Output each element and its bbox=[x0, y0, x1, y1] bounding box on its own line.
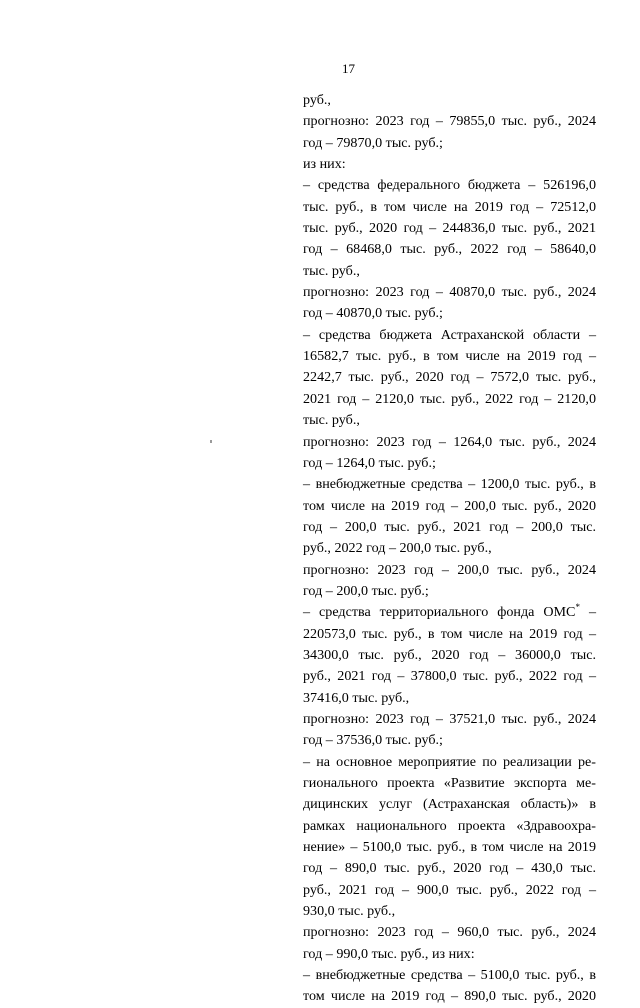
text-line bbox=[303, 111, 596, 132]
text-line-tail: – bbox=[579, 604, 596, 621]
text-line-content: год – 68468,0 тыс. руб., 2022 год – 58640,0 bbox=[303, 241, 596, 258]
text-line-content: – средства федерального бюджета – 526196,0 bbox=[303, 177, 596, 194]
text-line bbox=[303, 90, 596, 111]
text-line bbox=[303, 175, 596, 196]
text-line-content: из них: bbox=[303, 156, 346, 173]
text-line-content: гионального проекта «Развитие экспорта ме- bbox=[303, 775, 596, 791]
text-line bbox=[303, 303, 596, 324]
text-line-content: прогнозно: 2023 год – 960,0 тыс. руб., 2024 bbox=[303, 924, 596, 941]
text-line-content: прогнозно: 2023 год – 200,0 тыс. руб., 2024 bbox=[303, 561, 596, 578]
text-line bbox=[303, 538, 596, 559]
text-line bbox=[303, 816, 596, 837]
text-line-content: 16582,7 тыс. руб., в том числе на 2019 год – bbox=[303, 348, 596, 365]
text-line-content: – внебюджетные средства – 5100,0 тыс. руб., в bbox=[303, 967, 596, 984]
text-line-content: год – 200,0 тыс. руб., 2021 год – 200,0 тыс. bbox=[303, 518, 596, 535]
text-line bbox=[303, 197, 596, 218]
text-line-content: руб., 2021 год – 900,0 тыс. руб., 2022 год – bbox=[303, 881, 596, 898]
text-line-content: том числе на 2019 год – 890,0 тыс. руб., 2020 bbox=[303, 988, 596, 1005]
text-line-content: тыс. руб., в том числе на 2019 год – 72512,0 bbox=[303, 198, 596, 215]
text-line-content: том числе на 2019 год – 200,0 тыс. руб., 2020 bbox=[303, 497, 596, 514]
text-line bbox=[303, 624, 596, 645]
scan-artifact-dot bbox=[210, 440, 212, 443]
text-line-content: год – 200,0 тыс. руб.; bbox=[303, 582, 429, 599]
text-line bbox=[303, 389, 596, 410]
text-line bbox=[303, 218, 596, 239]
text-line bbox=[303, 239, 596, 260]
text-line bbox=[303, 346, 596, 367]
text-line bbox=[303, 453, 596, 474]
text-line-content: 37416,0 тыс. руб., bbox=[303, 689, 410, 706]
text-line bbox=[303, 709, 596, 730]
text-line bbox=[303, 282, 596, 303]
text-line-content: – внебюджетные средства – 1200,0 тыс. руб., в bbox=[303, 476, 596, 493]
text-line bbox=[303, 496, 596, 517]
text-line bbox=[303, 730, 596, 751]
text-line bbox=[303, 325, 596, 346]
text-line-content: рамках национального проекта «Здравоохра- bbox=[303, 817, 596, 834]
text-line-content: год – 40870,0 тыс. руб.; bbox=[303, 305, 443, 322]
text-line bbox=[303, 410, 596, 431]
page-number: 17 bbox=[342, 61, 355, 76]
text-line bbox=[303, 133, 596, 154]
text-line-content: год – 890,0 тыс. руб., 2020 год – 430,0 тыс. bbox=[303, 860, 596, 877]
text-line bbox=[303, 752, 596, 773]
text-line bbox=[303, 965, 596, 986]
text-line bbox=[303, 901, 596, 922]
text-line-content: дицинских услуг (Астраханская область)» в bbox=[303, 796, 596, 813]
text-line bbox=[303, 560, 596, 581]
text-line bbox=[303, 645, 596, 666]
text-line-content: прогнозно: 2023 год – 1264,0 тыс. руб., 2024 bbox=[303, 433, 596, 450]
text-line bbox=[303, 666, 596, 687]
text-line-content: нение» – 5100,0 тыс. руб., в том числе на 2019 bbox=[303, 839, 596, 856]
text-line bbox=[303, 688, 596, 709]
footnote-marker: * bbox=[575, 602, 580, 613]
text-line bbox=[303, 581, 596, 602]
text-line-content: 34300,0 тыс. руб., 2020 год – 36000,0 тыс. bbox=[303, 646, 596, 663]
text-line-content: руб., 2021 год – 37800,0 тыс. руб., 2022 год – bbox=[303, 668, 596, 685]
text-line-content: год – 79870,0 тыс. руб.; bbox=[303, 134, 443, 151]
text-line bbox=[303, 517, 596, 538]
text-line bbox=[303, 367, 596, 388]
body-text bbox=[303, 90, 596, 1008]
text-line bbox=[303, 154, 596, 175]
text-line-content: – на основное мероприятие по реализации ре- bbox=[303, 753, 596, 770]
text-line bbox=[303, 474, 596, 495]
text-line bbox=[303, 432, 596, 453]
text-line-content: прогнозно: 2023 год – 37521,0 тыс. руб., 2024 bbox=[303, 710, 596, 727]
text-line-content: год – 1264,0 тыс. руб.; bbox=[303, 454, 436, 471]
text-line-content: – средства территориального фонда ОМС bbox=[303, 604, 576, 621]
text-line-content: руб., 2022 год – 200,0 тыс. руб., bbox=[303, 540, 492, 557]
text-line bbox=[303, 261, 596, 282]
text-line-content: тыс. руб., 2020 год – 244836,0 тыс. руб., 2021 bbox=[303, 220, 596, 237]
text-line-content: руб., bbox=[303, 92, 331, 108]
text-line-content: тыс. руб., bbox=[303, 412, 360, 429]
text-line bbox=[303, 602, 596, 623]
text-line-content: 220573,0 тыс. руб., в том числе на 2019 год – bbox=[303, 625, 596, 642]
text-line bbox=[303, 986, 596, 1007]
text-line bbox=[303, 773, 596, 794]
text-line-content: прогнозно: 2023 год – 40870,0 тыс. руб., 2024 bbox=[303, 284, 596, 301]
text-line bbox=[303, 837, 596, 858]
text-line-content: год – 37536,0 тыс. руб.; bbox=[303, 732, 443, 749]
text-line bbox=[303, 880, 596, 901]
text-line bbox=[303, 858, 596, 879]
text-line-content: 930,0 тыс. руб., bbox=[303, 903, 396, 920]
text-line bbox=[303, 944, 596, 965]
text-line-content: 2021 год – 2120,0 тыс. руб., 2022 год – 2120,0 bbox=[303, 390, 596, 407]
text-line-content: прогнозно: 2023 год – 79855,0 тыс. руб., 2024 bbox=[303, 113, 596, 130]
text-line-content: год – 990,0 тыс. руб., из них: bbox=[303, 945, 475, 962]
text-line-content: 2242,7 тыс. руб., 2020 год – 7572,0 тыс. руб., bbox=[303, 369, 596, 386]
text-line-content: тыс. руб., bbox=[303, 262, 360, 279]
text-line bbox=[303, 922, 596, 943]
text-line bbox=[303, 794, 596, 815]
text-line-content: – средства бюджета Астраханской области – bbox=[303, 326, 596, 343]
